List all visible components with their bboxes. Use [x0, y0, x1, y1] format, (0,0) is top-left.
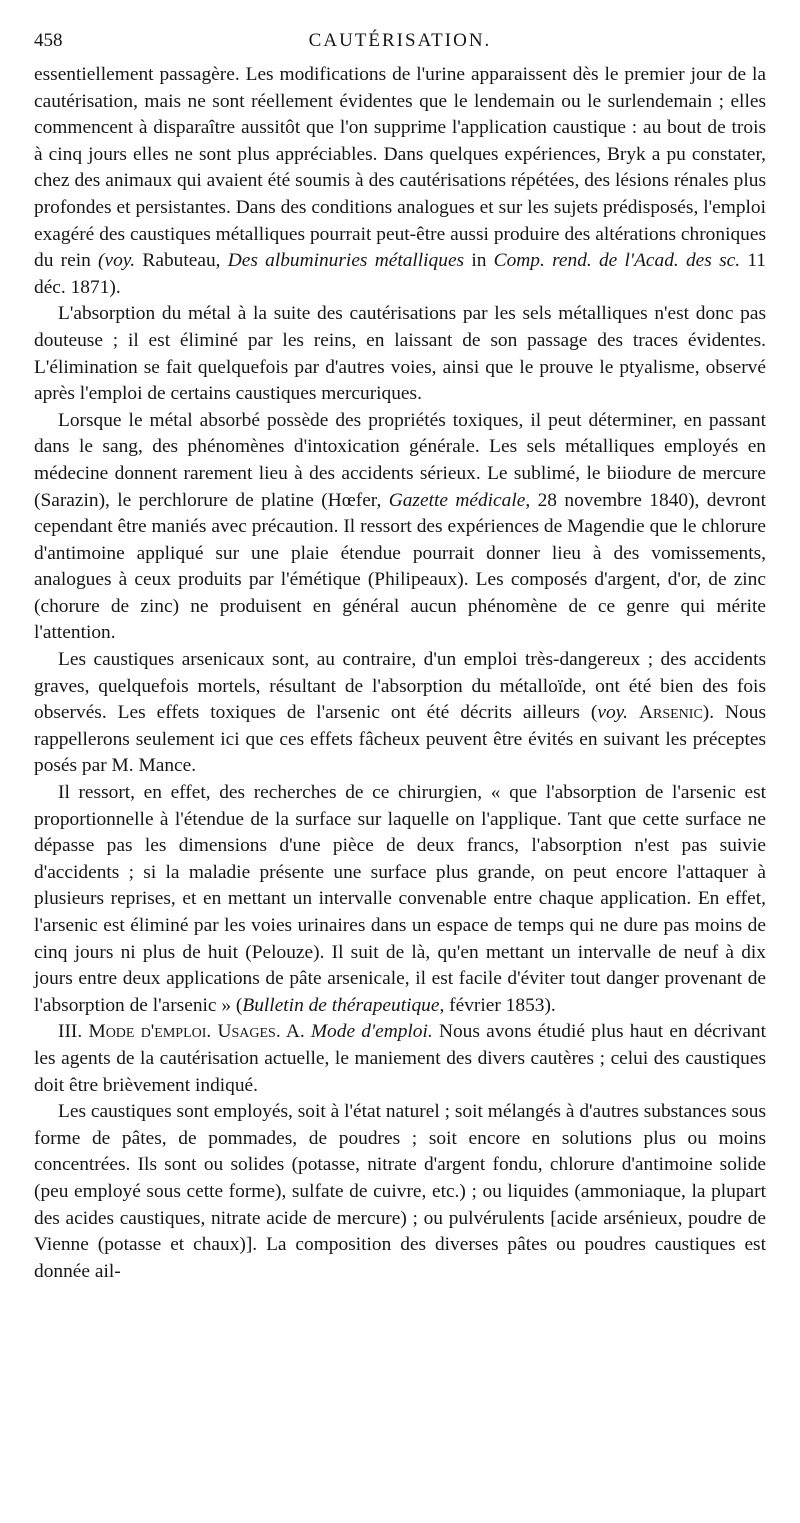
- paragraph: [34, 408, 766, 647]
- paragraph: [34, 1019, 766, 1099]
- paragraph: [34, 647, 766, 780]
- paragraph: [34, 62, 766, 301]
- text-run: Il ressort, en effet, des recherches de ce chirurgien, « que l'absorption de l'arsenic est proportionnelle à l'étendue de la surface sur laquelle on l'applique. Tant que cette surface ne dépasse pas les dimensions d'une pièce de deux francs, l'absorption n'est pas suivie d'accidents ; si la maladie présente une surface plus grande, on peut encore l'attaquer à plusieurs reprises, et en mettant un intervalle convenable entre chaque application. En effet, l'arsenic est éliminé par les voies urinaires dans un espace de temps qui ne dure pas moins de cinq jours ni plus de huit (Pelouze). Il suit de là, qu'en mettant un intervalle de neuf à dix jours entre deux applications de pâte arsenicale, il est facile d'éviter tout danger provenant de l'absorption de l'arsenic » (: [34, 782, 766, 1016]
- text-run: , février 1853).: [439, 994, 556, 1016]
- text-run: in: [464, 250, 494, 272]
- text-run: Lorsque le métal absorbé possède des propriétés toxiques, il peut déterminer, en passant dans le sang, des phénomènes d'intoxication générale. Les sels métalliques employés en médecine donnent rarement lieu à des accidents sérieux. Le sublimé, le biiodure de mercure (Sarazin), le perchlorure de platine (Hœfer,: [34, 409, 766, 511]
- small-caps-text: Arsenic: [639, 702, 703, 724]
- italic-text: Bulletin de thérapeutique: [242, 994, 440, 1016]
- text-run: 11 déc. 1871).: [34, 250, 766, 298]
- text-run: Les caustiques arsenicaux sont, au contraire, d'un emploi très-dangereux ; des accidents graves, quelquefois mortels, résultant de l'absorption du métalloïde, ont été bien des fois observés. Les effets toxiques de l'arsenic ont été décrits ailleurs (: [34, 649, 766, 724]
- text-run: ). Nous rappellerons seulement ici que ces effets fâcheux peuvent être évités en suivant les préceptes posés par M. Mance.: [34, 702, 766, 777]
- text-run: A.: [280, 1021, 311, 1043]
- text-run: [628, 702, 639, 723]
- small-caps-text: Mode d'emploi. Usages.: [88, 1021, 281, 1043]
- text-run: , 28 novembre 1840), devront cependant être maniés avec précaution. Il ressort des expériences de Magendie que le chlorure d'antimoine appliqué sur une plaie étendue pourrait donner lieu à des vomissements, analogues à ceux produits par l'émétique (Philipeaux). Les composés d'argent, d'or, de zinc (chorure de zinc) ne produisent en général aucun phénomène de ce genre qui mérite l'attention.: [34, 489, 767, 644]
- italic-text: Comp. rend. de l'Acad. des sc.: [493, 250, 741, 272]
- running-title: CAUTÉRISATION.: [308, 30, 492, 51]
- text-run: III.: [58, 1021, 89, 1043]
- italic-text: Gazette médicale: [388, 489, 526, 511]
- italic-text: Des albuminuries métalliques: [227, 250, 465, 272]
- italic-text: (voy.: [98, 250, 136, 272]
- paragraph: [34, 301, 766, 407]
- text-run: Nous avons étudié plus haut en décrivant les agents de la cautérisation actuelle, le maniement des divers cautères ; celui des caustiques doit être brièvement indiqué.: [34, 1021, 767, 1096]
- paragraph: [34, 1099, 766, 1285]
- page-header: [34, 30, 766, 56]
- text-run: Les caustiques sont employés, soit à l'état naturel ; soit mélangés à d'autres substances sous forme de pâtes, de pommades, de poudres ; soit encore en solutions plus ou moins concentrées. Ils sont ou solides (potasse, nitrate d'argent fondu, chlorure d'antimoine solide (peu employé sous cette forme), sulfate de cuivre, etc.) ; ou liquides (ammoniaque, la plupart des acides caustiques, nitrate acide de mercure) ; ou pulvérulents [acide arsénieux, poudre de Vienne (potasse et chaux)]. La composition des diverses pâtes ou poudres caustiques est donnée ail-: [34, 1101, 766, 1282]
- text-run: L'absorption du métal à la suite des cautérisations par les sels métalliques n'est donc pas douteuse ; il est éliminé par les reins, en laissant de son passage des traces évidentes. L'élimination se fait quelquefois par d'autres voies, ainsi que le prouve le ptyalisme, observé après l'emploi de certains caustiques mercuriques.: [34, 303, 766, 405]
- text-run: Rabuteau,: [135, 250, 228, 272]
- italic-text: Mode d'emploi.: [310, 1021, 433, 1043]
- text-run: essentiellement passagère. Les modifications de l'urine apparaissent dès le premier jour de la cautérisation, mais ne sont réellement évidentes que le lendemain ou le surlendemain ; elles commencent à disparaître aussitôt que l'on supprime l'application caustique : au bout de trois à cinq jours elles ne sont plus appréciables. Dans quelques expériences, Bryk a pu constater, chez des animaux qui avaient été soumis à des cautérisations répétées, des lésions rénales plus profondes et persistantes. Dans des conditions analogues et sur les sujets prédisposés, l'emploi exagéré des caustiques métalliques pourrait peut-être aussi produire des altérations chroniques du rein: [34, 64, 766, 272]
- paragraph: [34, 780, 766, 1019]
- body-text: [34, 62, 766, 1285]
- page-number: 458: [34, 30, 63, 51]
- italic-text: voy.: [597, 702, 629, 724]
